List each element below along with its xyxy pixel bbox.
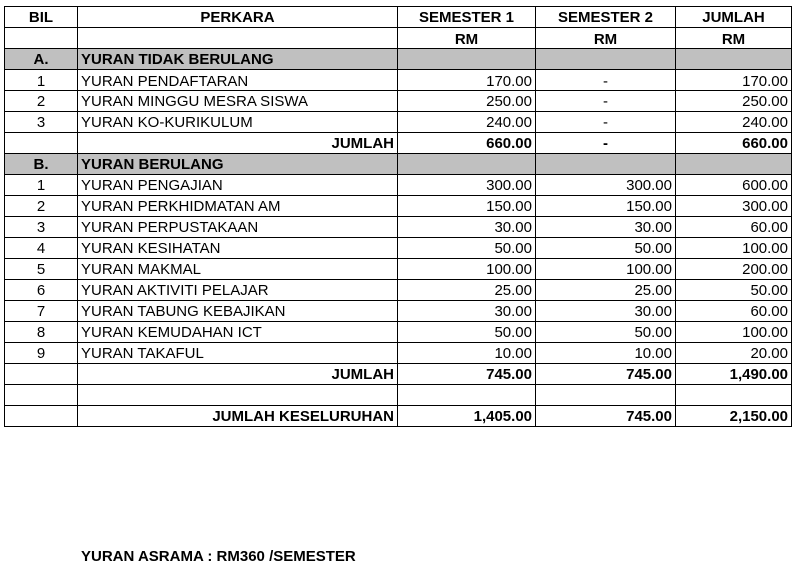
row-sem2: 10.00	[536, 343, 676, 364]
row-total: 60.00	[676, 217, 792, 238]
subtotal-label: JUMLAH	[78, 364, 398, 385]
table-row	[5, 301, 792, 322]
subtotal-sem2: -	[536, 133, 676, 154]
row-sem1: 100.00	[398, 259, 536, 280]
row-sem2: -	[536, 70, 676, 91]
header-jumlah: JUMLAH	[676, 7, 792, 28]
row-sem1: 50.00	[398, 322, 536, 343]
row-sem1: 170.00	[398, 70, 536, 91]
row-sem2: 50.00	[536, 238, 676, 259]
section-b-header	[5, 154, 792, 175]
section-cell	[536, 49, 676, 70]
row-sem2: -	[536, 112, 676, 133]
currency-sem1: RM	[398, 28, 536, 49]
row-sem2: 50.00	[536, 322, 676, 343]
row-total: 600.00	[676, 175, 792, 196]
row-bil: 8	[5, 322, 78, 343]
row-total: 240.00	[676, 112, 792, 133]
table-row	[5, 175, 792, 196]
subtotal-empty	[5, 364, 78, 385]
currency-jumlah: RM	[676, 28, 792, 49]
blank-cell	[5, 385, 78, 406]
row-item: YURAN AKTIVITI PELAJAR	[78, 280, 398, 301]
hostel-fee-note: YURAN ASRAMA : RM360 /SEMESTER	[81, 548, 356, 565]
row-bil: 2	[5, 91, 78, 112]
section-cell	[536, 154, 676, 175]
row-sem2: 150.00	[536, 196, 676, 217]
section-cell	[676, 154, 792, 175]
row-sem2: 30.00	[536, 217, 676, 238]
subtotal-label: JUMLAH	[78, 133, 398, 154]
row-sem1: 25.00	[398, 280, 536, 301]
row-sem1: 150.00	[398, 196, 536, 217]
currency-empty	[5, 28, 78, 49]
row-sem2: -	[536, 91, 676, 112]
subtotal-empty	[5, 133, 78, 154]
blank-cell	[398, 385, 536, 406]
row-sem2: 300.00	[536, 175, 676, 196]
section-cell	[398, 154, 536, 175]
row-total: 50.00	[676, 280, 792, 301]
row-item: YURAN TABUNG KEBAJIKAN	[78, 301, 398, 322]
row-total: 100.00	[676, 238, 792, 259]
subtotal-sem1: 660.00	[398, 133, 536, 154]
section-cell	[676, 49, 792, 70]
subtotal-sem1: 745.00	[398, 364, 536, 385]
row-bil: 9	[5, 343, 78, 364]
section-cell	[398, 49, 536, 70]
table-row	[5, 91, 792, 112]
row-item: YURAN KESIHATAN	[78, 238, 398, 259]
subtotal-total: 2,150.00	[676, 406, 792, 427]
row-total: 60.00	[676, 301, 792, 322]
row-bil: 7	[5, 301, 78, 322]
row-bil: 3	[5, 217, 78, 238]
table-row	[5, 217, 792, 238]
row-bil: 2	[5, 196, 78, 217]
subtotal-sem2: 745.00	[536, 406, 676, 427]
section-title: YURAN BERULANG	[78, 154, 398, 175]
row-sem1: 50.00	[398, 238, 536, 259]
row-sem2: 25.00	[536, 280, 676, 301]
table-row	[5, 238, 792, 259]
blank-cell	[78, 385, 398, 406]
fee-table	[4, 6, 792, 427]
subtotal-total: 1,490.00	[676, 364, 792, 385]
subtotal-total: 660.00	[676, 133, 792, 154]
blank-cell	[536, 385, 676, 406]
row-item: YURAN PERKHIDMATAN AM	[78, 196, 398, 217]
row-total: 200.00	[676, 259, 792, 280]
row-total: 20.00	[676, 343, 792, 364]
row-bil: 4	[5, 238, 78, 259]
table-row	[5, 259, 792, 280]
row-sem1: 250.00	[398, 91, 536, 112]
row-item: YURAN KO-KURIKULUM	[78, 112, 398, 133]
section-title: YURAN TIDAK BERULANG	[78, 49, 398, 70]
subtotal-sem2: 745.00	[536, 364, 676, 385]
currency-sem2: RM	[536, 28, 676, 49]
section-code: B.	[5, 154, 78, 175]
row-item: YURAN KEMUDAHAN ICT	[78, 322, 398, 343]
header-bil: BIL	[5, 7, 78, 28]
section-a-header	[5, 49, 792, 70]
row-sem1: 300.00	[398, 175, 536, 196]
table-row	[5, 112, 792, 133]
header-row	[5, 7, 792, 28]
row-sem1: 240.00	[398, 112, 536, 133]
row-item: YURAN PENGAJIAN	[78, 175, 398, 196]
row-sem1: 30.00	[398, 301, 536, 322]
row-sem1: 30.00	[398, 217, 536, 238]
row-item: YURAN MINGGU MESRA SISWA	[78, 91, 398, 112]
table-row	[5, 280, 792, 301]
table-row	[5, 196, 792, 217]
row-bil: 3	[5, 112, 78, 133]
subtotal-label: JUMLAH KESELURUHAN	[78, 406, 398, 427]
section-b-subtotal	[5, 364, 792, 385]
subtotal-empty	[5, 406, 78, 427]
row-item: YURAN MAKMAL	[78, 259, 398, 280]
row-bil: 1	[5, 175, 78, 196]
blank-row	[5, 385, 792, 406]
row-sem2: 100.00	[536, 259, 676, 280]
row-bil: 6	[5, 280, 78, 301]
blank-cell	[676, 385, 792, 406]
row-item: YURAN PENDAFTARAN	[78, 70, 398, 91]
header-semester-2: SEMESTER 2	[536, 7, 676, 28]
row-item: YURAN PERPUSTAKAAN	[78, 217, 398, 238]
row-bil: 1	[5, 70, 78, 91]
currency-empty	[78, 28, 398, 49]
table-row	[5, 322, 792, 343]
subtotal-sem1: 1,405.00	[398, 406, 536, 427]
section-a-subtotal	[5, 133, 792, 154]
currency-row	[5, 28, 792, 49]
row-total: 300.00	[676, 196, 792, 217]
row-sem2: 30.00	[536, 301, 676, 322]
section-code: A.	[5, 49, 78, 70]
header-semester-1: SEMESTER 1	[398, 7, 536, 28]
row-item: YURAN TAKAFUL	[78, 343, 398, 364]
row-sem1: 10.00	[398, 343, 536, 364]
table-row	[5, 70, 792, 91]
row-total: 250.00	[676, 91, 792, 112]
row-total: 170.00	[676, 70, 792, 91]
row-bil: 5	[5, 259, 78, 280]
grand-total-row	[5, 406, 792, 427]
row-total: 100.00	[676, 322, 792, 343]
header-perkara: PERKARA	[78, 7, 398, 28]
table-row	[5, 343, 792, 364]
